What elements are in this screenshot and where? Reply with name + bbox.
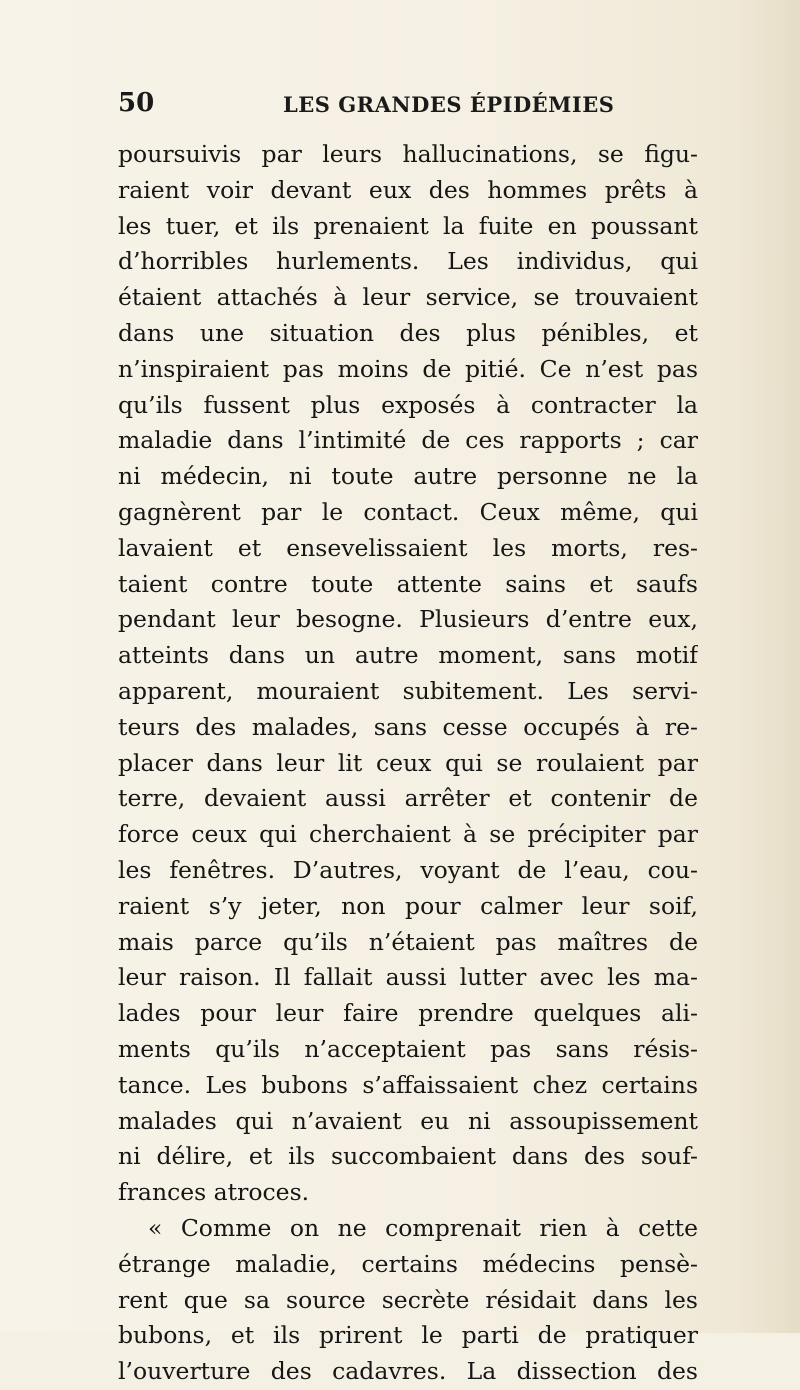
text-line: les fenêtres. D’autres, voyant de l’eau, cou- <box>118 855 698 884</box>
text-line: gagnèrent par le contact. Ceux même, qui <box>118 497 698 526</box>
text-line: terre, devaient aussi arrêter et contenir de <box>118 784 698 813</box>
text-line: apparent, mouraient subitement. Les servi- <box>118 676 698 705</box>
text-line: rent que sa source secrète résidait dans les <box>118 1285 698 1314</box>
text-line: dans une situation des plus pénibles, et <box>118 318 698 347</box>
page-header <box>118 88 698 124</box>
text-line: placer dans leur lit ceux qui se roulaient par <box>118 748 698 777</box>
paragraph-end-line: frances atroces. <box>118 1178 310 1207</box>
text-line: raient s’y jeter, non pour calmer leur soif, <box>118 891 698 920</box>
text-line: mais parce qu’ils n’étaient pas maîtres de <box>118 927 698 956</box>
text-line: les tuer, et ils prenaient la fuite en poussant <box>118 211 698 240</box>
text-line: bubons, et ils prirent le parti de pratiquer <box>118 1321 698 1350</box>
text-line: ni médecin, ni toute autre personne ne la <box>118 462 698 491</box>
text-line: raient voir devant eux des hommes prêts à <box>118 175 698 204</box>
text-line: qu’ils fussent plus exposés à contracter la <box>118 390 698 419</box>
text-line: maladie dans l’intimité de ces rapports ; car <box>118 426 698 455</box>
text-line: leur raison. Il fallait aussi lutter avec les ma- <box>118 963 698 992</box>
text-line: ni délire, et ils succombaient dans des souf- <box>118 1142 698 1171</box>
text-line: pendant leur besogne. Plusieurs d’entre eux, <box>118 605 698 634</box>
text-line: atteints dans un autre moment, sans motif <box>118 641 698 670</box>
text-line: n’inspiraient pas moins de pitié. Ce n’est pas <box>118 354 698 383</box>
running-head: LES GRANDES ÉPIDÉMIES <box>283 92 615 117</box>
text-line: taient contre toute attente sains et saufs <box>118 569 698 598</box>
text-line: force ceux qui cherchaient à se précipiter par <box>118 820 698 849</box>
body-text <box>118 137 698 1390</box>
text-line: ments qu’ils n’acceptaient pas sans résis- <box>118 1034 698 1063</box>
text-line: étrange maladie, certains médecins pensè- <box>118 1249 698 1278</box>
text-line: l’ouverture des cadavres. La dissection des <box>118 1357 698 1386</box>
paragraph-start-line: « Comme on ne comprenait rien à cette <box>148 1213 698 1242</box>
text-line: malades qui n’avaient eu ni assoupissement <box>118 1106 698 1135</box>
page-number: 50 <box>118 88 155 118</box>
text-line: tance. Les bubons s’affaissaient chez certains <box>118 1070 698 1099</box>
text-line: d’horribles hurlements. Les individus, qui <box>118 247 698 276</box>
text-line: lades pour leur faire prendre quelques ali- <box>118 999 698 1028</box>
text-line: poursuivis par leurs hallucinations, se figu- <box>118 140 698 168</box>
text-line: étaient attachés à leur service, se trouvaient <box>118 283 698 312</box>
text-line: lavaient et ensevelissaient les morts, res- <box>118 533 698 562</box>
text-line: teurs des malades, sans cesse occupés à re- <box>118 712 698 741</box>
